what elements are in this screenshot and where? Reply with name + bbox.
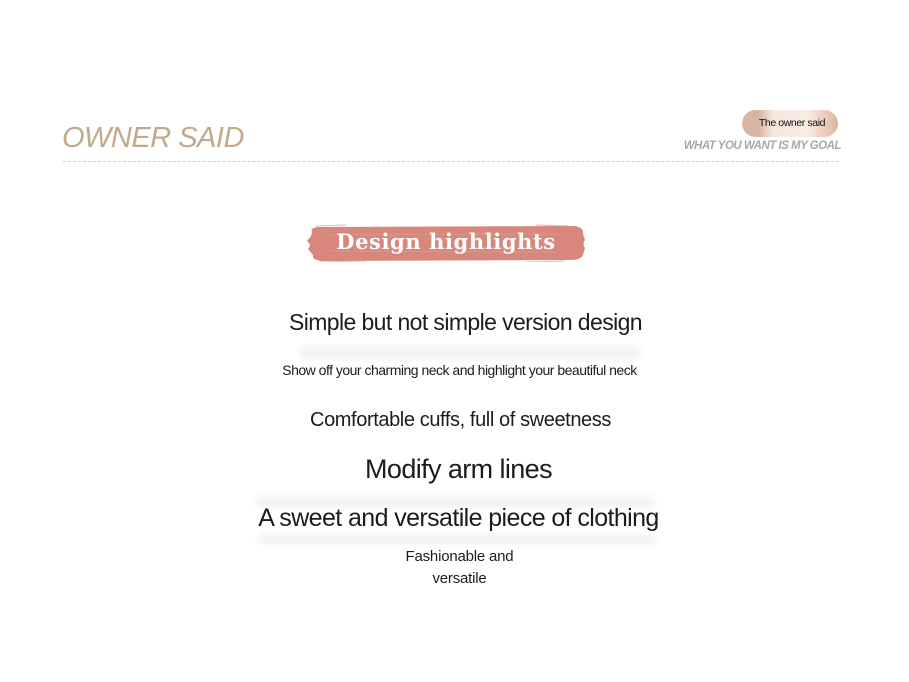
- highlight-line-7: versatile: [432, 570, 487, 587]
- owner-said-title: OWNER SAID: [62, 122, 244, 154]
- highlight-line-2: Show off your charming neck and highlight your beautiful neck: [282, 362, 637, 378]
- badge-label: The owner said: [758, 117, 826, 129]
- header-divider: [63, 161, 839, 162]
- header-tagline: WHAT YOU WANT IS MY GOAL: [683, 140, 841, 152]
- highlight-line-3: Comfortable cuffs, full of sweetness: [310, 409, 611, 431]
- ghost-text-shadow: [258, 534, 656, 544]
- highlight-line-1: Simple but not simple version design: [289, 309, 642, 335]
- highlight-line-5: A sweet and versatile piece of clothing: [258, 504, 659, 532]
- ghost-text-shadow: [300, 346, 640, 360]
- owner-said-badge: [742, 110, 838, 137]
- banner-label: Design highlights: [336, 229, 556, 254]
- highlight-line-6: Fashionable and: [405, 548, 514, 565]
- design-highlights-banner: [306, 224, 586, 262]
- highlight-line-4: Modify arm lines: [365, 454, 552, 484]
